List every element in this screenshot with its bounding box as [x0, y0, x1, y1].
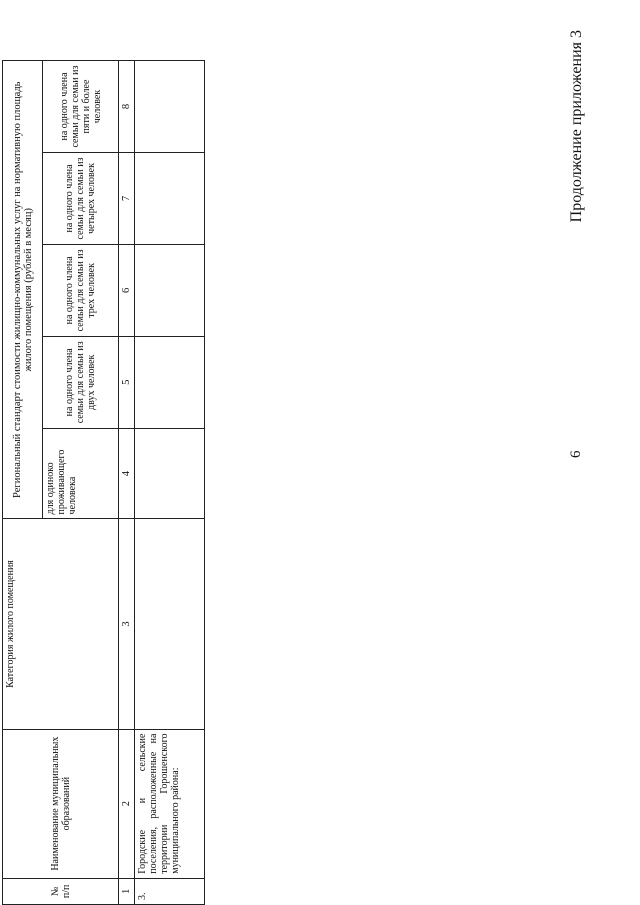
col-number: 8 [119, 61, 135, 153]
header-standard: Региональный стандарт стоимости жилищно-коммунальных услуг на нормативную площадь жилого помещения (рублей в месяц) [3, 61, 43, 519]
header-col-6: на одного члена семьи для семьи из трех человек [43, 244, 119, 336]
group-num: 3. [135, 878, 205, 904]
col-number: 4 [119, 428, 135, 519]
page-number: 6 [568, 450, 584, 458]
header-num: № п/п [3, 878, 119, 904]
header-col-8: на одного члена семьи для семьи из пяти и более человек [43, 61, 119, 153]
header-col-7: на одного члена семьи для семьи из четырех человек [43, 153, 119, 245]
group-row [135, 61, 205, 905]
group-name: Городские и сельские поселения, расположенные на территории Горошенского муниципального района: [135, 729, 205, 878]
col-number: 7 [119, 153, 135, 245]
col-number: 1 [119, 878, 135, 904]
appendix-title: Продолжение приложения 3 [568, 30, 585, 223]
header-category: Категория жилого помещения [3, 519, 119, 729]
header-col-5: на одного члена семьи для семьи из двух человек [43, 336, 119, 428]
header-col-4: для одиноко проживающего человека [43, 428, 119, 519]
standards-table [2, 60, 205, 905]
col-number: 2 [119, 729, 135, 878]
col-number: 3 [119, 519, 135, 729]
col-number: 5 [119, 336, 135, 428]
column-numbers-row [119, 61, 135, 905]
header-name: Наименование муниципальных образований [3, 729, 119, 878]
col-number: 6 [119, 244, 135, 336]
